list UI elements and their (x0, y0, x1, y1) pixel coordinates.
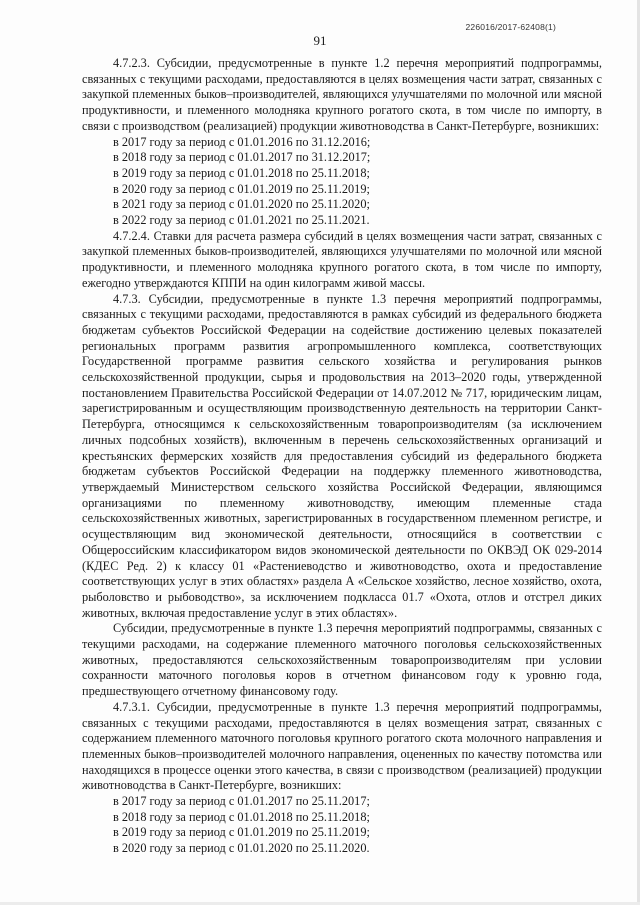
period-item: в 2020 году за период с 01.01.2020 по 25.11.2020. (113, 841, 370, 856)
document-registration-number: 226016/2017-62408(1) (465, 22, 556, 32)
document-body (82, 56, 602, 857)
period-item: в 2017 году за период с 01.01.2017 по 25.11.2017; (113, 794, 370, 809)
paragraph-4-7-2-3: 4.7.2.3. Субсидии, предусмотренные в пункте 1.2 перечня мероприятий подпрограммы, связанных с текущими расходами, предоставляются в целях возмещения части затрат, связанных с закупкой племенных быков–производителей, являющихся улучшателями по молочной или мясной продуктивности, и племенного молодняка крупного рогатого скота, в том числе по импорту, в связи с производством (реализацией) продукции животноводства в Санкт-Петербурге, возникших: (82, 56, 602, 133)
paragraph-4-7-3-1: 4.7.3.1. Субсидии, предусмотренные в пункте 1.3 перечня мероприятий подпрограммы, связанных с текущими расходами, предоставляются в целях возмещения затрат, связанных с содержанием племенного маточного поголовья крупного рогатого скота молочного направления и племенных быков–производителей молочного направления, оцененных по качеству потомства или находящихся в процессе оценки этого качества, в связи с производством (реализацией) продукции животноводства в Санкт-Петербурге, возникших: (82, 699, 602, 793)
period-item: в 2019 году за период с 01.01.2019 по 25.11.2019; (113, 825, 370, 840)
period-item: в 2018 году за период с 01.01.2018 по 25.11.2018; (113, 809, 370, 824)
paragraph-4-7-3: 4.7.3. Субсидии, предусмотренные в пункте 1.3 перечня мероприятий подпрограммы, связанных с текущими расходами, предоставляются в рамках субсидий из федерального бюджета бюджетам субъектов Российской Федерации на содействие достижению целевых показателей региональных программ развития агропромышленного комплекса, соответствующих Государственной программе развития сельского хозяйства и регулирования рынков сельскохозяйственной продукции, сырья и продовольствия на 2013–2020 годы, утвержденной постановлением Правительства Российской Федерации от 14.07.2012 № 717, юридическим лицам, зарегистрированным и осуществляющим производственную деятельность на территории Санкт-Петербурга, относящимся к сельскохозяйственным товаропроизводителям (за исключением личных подсобных хозяйств), включенным в перечень сельскохозяйственных организаций и крестьянских фермерских хозяйств для предоставления субсидий из федерального бюджета бюджетам субъектов Российской Федерации на поддержку племенного животноводства, утверждаемый Министерством сельского хозяйства Российской Федерации, являющимся организациями по племенному животноводству, имеющим племенные стада сельскохозяйственных животных, зарегистрированных в государственном племенном регистре, и осуществляющим вид экономической деятельности, относящийся в соответствии с Общероссийским классификатором видов экономической деятельности по ОКВЭД ОК 029-2014 (КДЕС Ред. 2) к классу 01 «Растениеводство и животноводство, охота и предоставление соответствующих услуг в этих областях» раздела А «Сельское хозяйство, лесное хозяйство, охота, рыболовство и рыбоводство», за исключением подкласса 01.7 «Охота, отлов и отстрел диких животных, включая предоставление услуг в этих областях». (82, 291, 602, 620)
period-item: в 2019 году за период с 01.01.2018 по 25.11.2018; (113, 165, 370, 180)
page-number: 91 (313, 33, 327, 48)
period-item: в 2017 году за период с 01.01.2016 по 31.12.2016; (113, 134, 371, 149)
paragraph-4-7-2-4: 4.7.2.4. Ставки для расчета размера субсидий в целях возмещения части затрат, связанных с закупкой племенных быков-производителей, являющихся улучшателями по молочной или мясной продуктивности, и племенного молодняка крупного рогатого скота, в том числе по импорту, ежегодно утверждаются КППИ на один килограмм живой массы. (82, 228, 602, 290)
period-item: в 2018 году за период с 01.01.2017 по 31.12.2017; (113, 150, 371, 165)
period-item: в 2021 году за период с 01.01.2020 по 25.11.2020; (113, 197, 370, 212)
paragraph-subsidies-breeding-stock: Субсидии, предусмотренные в пункте 1.3 перечня мероприятий подпрограммы, связанных с текущими расходами, на содержание племенного маточного поголовья сельскохозяйственных животных, предоставляются сельскохозяйственным товаропроизводителям при условии сохранности маточного поголовья коров в отчетном финансовом году к уровню года, предшествующего отчетному финансовому году. (82, 621, 602, 699)
period-item: в 2022 году за период с 01.01.2021 по 25.11.2021. (113, 213, 370, 228)
period-item: в 2020 году за период с 01.01.2019 по 25.11.2019; (113, 181, 370, 196)
